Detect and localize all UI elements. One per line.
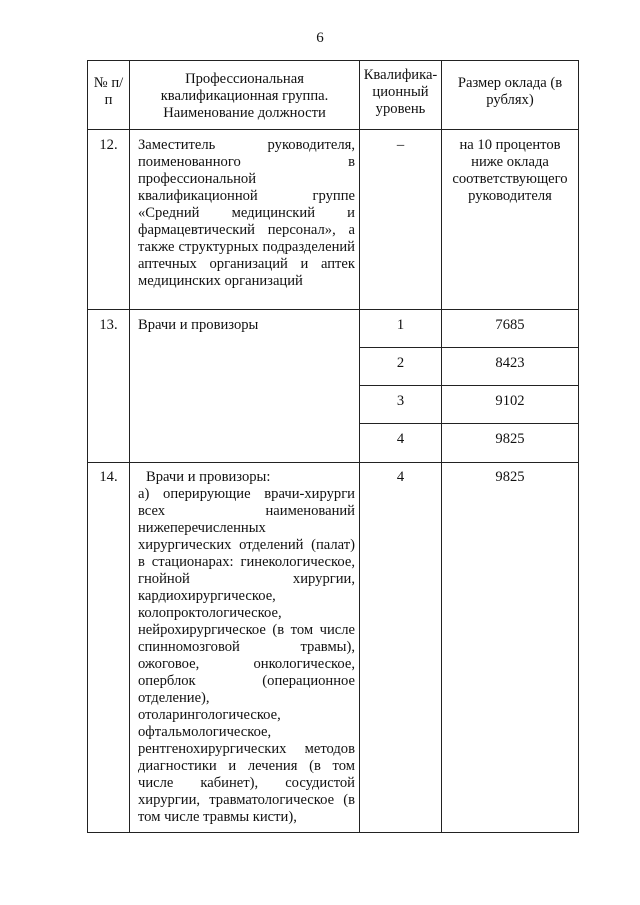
- row-number: 12.: [99, 137, 118, 153]
- qualification-level: 3: [396, 393, 405, 409]
- table-header-row: [88, 61, 579, 130]
- salary-amount: 9102: [495, 393, 525, 409]
- position-name: Заместитель руководителя, поименованного в профессиональной квалификационной группе «Средний медицинский и фармацевтический персонал», а также структурных подразделений аптечных организаций и аптек медицинских организаций: [138, 137, 355, 289]
- position-name-heading: Врачи и провизоры:: [146, 469, 271, 485]
- salary-amount: 9825: [495, 469, 525, 485]
- qualification-level: 4: [396, 469, 405, 485]
- row-number: 13.: [99, 317, 118, 333]
- header-group: Профессиональная квалификационная группа. Наименование должности: [130, 61, 360, 130]
- table-row: [88, 310, 579, 348]
- position-name: а) оперирующие врачи-хирурги всех наименований нижеперечисленных хирургических отделений (палат) в стационарах: гинекологическое, гнойной хирургии, кардиохирургическое, колопроктологическое, нейрохирургическое (в том числе спинномозговой травмы), ожоговое, онкологическое, оперблок (операционное отделение), отоларингологическое, офтальмологическое, рентгенохирургических методов диагностики и лечения (в том числе кабинет), сосудистой хирургии, травматологическое (в том числе травмы кисти),: [138, 486, 355, 825]
- qualification-level: 4: [396, 431, 405, 447]
- header-level: Квалифика-ционный уровень: [360, 61, 442, 130]
- header-salary: Размер оклада (в рублях): [442, 61, 579, 130]
- salary-table: [87, 60, 579, 833]
- salary-amount: 9825: [495, 431, 525, 447]
- salary-amount: на 10 процентов ниже оклада соответствующего руководителя: [452, 137, 568, 204]
- salary-amount: 8423: [495, 355, 525, 371]
- table-row: [88, 463, 579, 833]
- position-name: Врачи и провизоры: [138, 317, 259, 333]
- qualification-level: 1: [396, 317, 405, 333]
- page-number: 6: [316, 30, 324, 46]
- qualification-level: 2: [396, 355, 405, 371]
- qualification-level: –: [396, 137, 405, 153]
- salary-amount: 7685: [495, 317, 525, 333]
- table-row: [88, 130, 579, 310]
- header-num: № п/п: [88, 61, 130, 130]
- row-number: 14.: [99, 469, 118, 485]
